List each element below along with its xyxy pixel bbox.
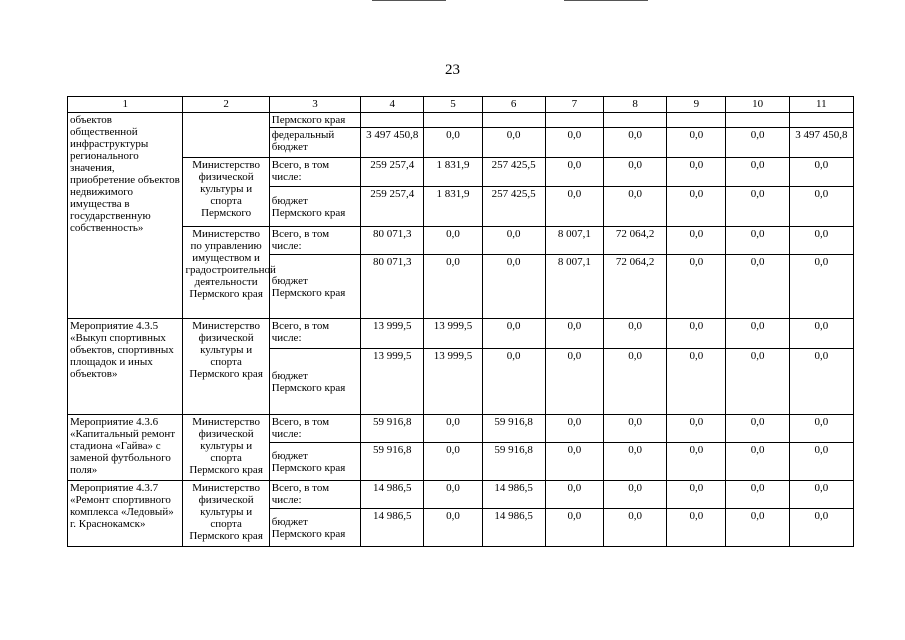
value-cell: 0,0 [424,227,482,255]
source-cell: Всего, в том числе: [269,227,360,255]
value-cell: 0,0 [789,415,853,443]
value-cell: 72 064,2 [604,227,667,255]
value-cell: 80 071,3 [361,227,424,255]
value-cell: 0,0 [789,255,853,319]
value-cell: 0,0 [726,319,789,349]
value-cell: 3 497 450,8 [789,128,853,158]
top-rule-left [372,0,446,1]
value-cell [726,113,789,128]
value-cell: 0,0 [789,158,853,187]
value-cell: 0,0 [604,187,667,227]
value-cell: 259 257,4 [361,187,424,227]
value-cell: 0,0 [789,481,853,509]
source-cell: Всего, в том числе: [269,481,360,509]
value-cell [604,113,667,128]
value-cell: 0,0 [545,481,603,509]
value-cell [667,113,726,128]
value-cell [482,113,545,128]
column-number-11: 11 [789,97,853,113]
column-number-3: 3 [269,97,360,113]
value-cell: 3 497 450,8 [361,128,424,158]
source-cell: бюджет Пермского края [269,509,360,547]
table-row [68,319,854,349]
value-cell: 13 999,5 [424,319,482,349]
value-cell: 0,0 [726,227,789,255]
executor-cell: Министерство физической культуры и спорта Пермского края [183,481,269,547]
table-row [68,415,854,443]
value-cell: 0,0 [667,319,726,349]
value-cell: 0,0 [667,481,726,509]
page-number: 23 [445,62,460,78]
value-cell: 0,0 [667,227,726,255]
value-cell: 0,0 [604,158,667,187]
value-cell: 72 064,2 [604,255,667,319]
value-cell: 0,0 [424,128,482,158]
measure-cell: Мероприятие 4.3.6 «Капитальный ремонт стадиона «Гайва» с заменой футбольного поля» [68,415,183,481]
value-cell: 0,0 [545,128,603,158]
value-cell: 0,0 [424,443,482,481]
value-cell: 0,0 [604,415,667,443]
column-number-2: 2 [183,97,269,113]
source-cell: бюджет Пермского края [269,443,360,481]
value-cell: 8 007,1 [545,255,603,319]
value-cell: 0,0 [667,255,726,319]
value-cell: 0,0 [424,255,482,319]
value-cell: 0,0 [545,443,603,481]
value-cell [789,113,853,128]
value-cell: 13 999,5 [424,349,482,415]
value-cell: 0,0 [726,415,789,443]
value-cell: 8 007,1 [545,227,603,255]
value-cell: 13 999,5 [361,349,424,415]
value-cell: 0,0 [545,158,603,187]
executor-cell: Министерство по управлению имуществом и градостроительной деятельности Пермского края [183,227,269,319]
value-cell: 0,0 [667,415,726,443]
value-cell: 0,0 [424,481,482,509]
value-cell: 14 986,5 [482,481,545,509]
value-cell: 59 916,8 [482,415,545,443]
value-cell: 0,0 [482,319,545,349]
executor-cell: Министерство физической культуры и спорта Пермского края [183,319,269,415]
budget-table [67,96,854,547]
value-cell: 13 999,5 [361,319,424,349]
measure-cell: Мероприятие 4.3.7 «Ремонт спортивного комплекса «Ледовый» г. Краснокамск» [68,481,183,547]
value-cell: 0,0 [604,443,667,481]
value-cell: 0,0 [545,319,603,349]
column-number-10: 10 [726,97,789,113]
measure-cell: Мероприятие 4.3.5 «Выкуп спортивных объектов, спортивных площадок и иных объектов» [68,319,183,415]
value-cell: 0,0 [545,349,603,415]
value-cell: 0,0 [667,158,726,187]
value-cell: 0,0 [667,509,726,547]
column-number-7: 7 [545,97,603,113]
value-cell: 0,0 [424,509,482,547]
value-cell [361,113,424,128]
value-cell: 1 831,9 [424,158,482,187]
value-cell: 259 257,4 [361,158,424,187]
value-cell: 0,0 [482,255,545,319]
value-cell: 14 986,5 [361,509,424,547]
value-cell: 0,0 [604,509,667,547]
top-rule-right [564,0,648,1]
value-cell: 0,0 [726,187,789,227]
value-cell: 0,0 [424,415,482,443]
value-cell: 0,0 [604,349,667,415]
value-cell: 257 425,5 [482,158,545,187]
value-cell [424,113,482,128]
source-cell: федеральный бюджет [269,128,360,158]
value-cell: 14 986,5 [361,481,424,509]
measure-cell: объектов общественной инфраструктуры регионального значения, приобретение объектов недвижимого имущества в государственную собственность» [68,113,183,319]
value-cell: 0,0 [789,187,853,227]
value-cell: 0,0 [482,349,545,415]
column-number-9: 9 [667,97,726,113]
value-cell: 0,0 [789,443,853,481]
table-row [68,113,854,128]
value-cell: 59 916,8 [482,443,545,481]
value-cell: 0,0 [667,349,726,415]
value-cell: 257 425,5 [482,187,545,227]
source-cell: Всего, в том числе: [269,319,360,349]
value-cell: 0,0 [726,443,789,481]
source-cell: бюджет Пермского края [269,349,360,415]
value-cell: 0,0 [726,349,789,415]
value-cell: 0,0 [604,481,667,509]
column-number-8: 8 [604,97,667,113]
value-cell: 0,0 [667,128,726,158]
value-cell: 0,0 [789,509,853,547]
value-cell: 0,0 [789,227,853,255]
source-cell: Всего, в том числе: [269,158,360,187]
value-cell: 0,0 [726,481,789,509]
source-cell: бюджет Пермского края [269,255,360,319]
value-cell: 0,0 [789,319,853,349]
value-cell: 0,0 [726,255,789,319]
value-cell: 0,0 [789,349,853,415]
source-cell: Всего, в том числе: [269,415,360,443]
value-cell: 59 916,8 [361,415,424,443]
value-cell: 0,0 [726,509,789,547]
table-row [68,227,854,255]
value-cell: 14 986,5 [482,509,545,547]
column-number-6: 6 [482,97,545,113]
value-cell: 0,0 [667,187,726,227]
column-number-4: 4 [361,97,424,113]
value-cell: 0,0 [545,509,603,547]
executor-cell: Министерство физической культуры и спорта Пермского [183,158,269,227]
value-cell: 0,0 [545,415,603,443]
value-cell: 59 916,8 [361,443,424,481]
column-number-1: 1 [68,97,183,113]
executor-cell: Министерство физической культуры и спорта Пермского края [183,415,269,481]
value-cell: 0,0 [667,443,726,481]
value-cell: 1 831,9 [424,187,482,227]
source-cell: Пермского края [269,113,360,128]
column-number-5: 5 [424,97,482,113]
value-cell: 0,0 [726,128,789,158]
table-row [68,481,854,509]
value-cell: 0,0 [604,128,667,158]
header-row [68,97,854,113]
value-cell: 0,0 [545,187,603,227]
value-cell: 0,0 [482,128,545,158]
value-cell: 0,0 [604,319,667,349]
value-cell: 0,0 [482,227,545,255]
value-cell: 0,0 [726,158,789,187]
empty-cell [183,113,269,158]
source-cell: бюджет Пермского края [269,187,360,227]
table-row [68,158,854,187]
value-cell: 80 071,3 [361,255,424,319]
value-cell [545,113,603,128]
